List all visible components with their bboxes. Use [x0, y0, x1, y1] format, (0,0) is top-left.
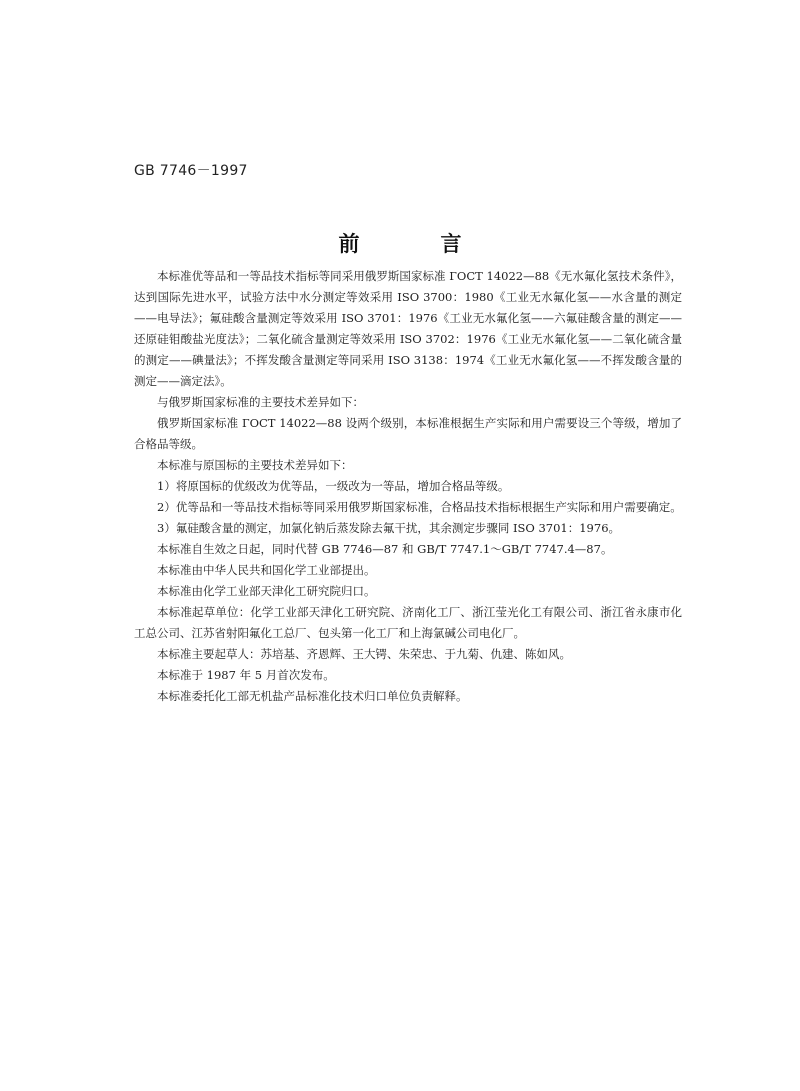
preface-body — [134, 266, 682, 707]
list-item-diff-1: 1）将原国标的优级改为优等品，一级改为一等品，增加合格品等级。 — [157, 479, 510, 493]
paragraph-first-issue: 本标准于 1987 年 5 月首次发布。 — [157, 668, 335, 682]
paragraph-russian-diff: 俄罗斯国家标准 ГОСТ 14022—88 设两个级别，本标准根据生产实际和用户需要设三个等级，增加了合格品等级。 — [134, 416, 682, 451]
list-item-diff-2: 2）优等品和一等品技术指标等同采用俄罗斯国家标准，合格品技术指标根据生产实际和用户需要确定。 — [157, 500, 682, 514]
paragraph-interpretation: 本标准委托化工部无机盐产品标准化技术归口单位负责解释。 — [157, 689, 468, 703]
page-title: 前 言 — [338, 232, 492, 256]
list-item-diff-3: 3）氟硅酸含量的测定，加氯化钠后蒸发除去氟干扰，其余测定步骤同 ISO 3701：1976。 — [157, 521, 621, 535]
paragraph-main-drafters: 本标准主要起草人：苏培基、齐恩辉、王大锷、朱荣忠、于九菊、仇建、陈如风。 — [157, 647, 571, 661]
paragraph-drafting-units: 本标准起草单位：化学工业部天津化工研究院、济南化工厂、浙江莹光化工有限公司、浙江省永康市化工总公司、江苏省射阳氟化工总厂、包头第一化工厂和上海氯碱公司电化厂。 — [134, 605, 682, 640]
paragraph-russian-diff-intro: 与俄罗斯国家标准的主要技术差异如下： — [157, 395, 364, 409]
paragraph-proposed-by: 本标准由中华人民共和国化学工业部提出。 — [157, 563, 376, 577]
paragraph-original-diff-intro: 本标准与原国标的主要技术差异如下： — [157, 458, 353, 472]
standard-code: GB 7746－1997 — [134, 163, 248, 179]
paragraph-centralized-by: 本标准由化学工业部天津化工研究院归口。 — [157, 584, 376, 598]
paragraph-replaces: 本标准自生效之日起，同时代替 GB 7746—87 和 GB/T 7747.1～GB/T 7747.4—87。 — [157, 542, 613, 556]
paragraph-adoption: 本标准优等品和一等品技术指标等同采用俄罗斯国家标准 ГОСТ 14022—88《无水氟化氢技术条件》，达到国际先进水平，试验方法中水分测定等效采用 ISO 3700：1980《工业无水氟化氢——水含量的测定——电导法》；氟硅酸含量测定等效采用 ISO 3701：1976《工业无水氟化氢——六氟硅酸含量的测定——还原硅钼酸盐光度法》；二氧化硫含量测定等效采用 ISO 3702：1976《工业无水氟化氢——二氧化硫含量的测定——碘量法》；不挥发酸含量测定等同采用 ISO 3138：1974《工业无水氟化氢——不挥发酸含量的测定——滴定法》。 — [134, 269, 682, 388]
